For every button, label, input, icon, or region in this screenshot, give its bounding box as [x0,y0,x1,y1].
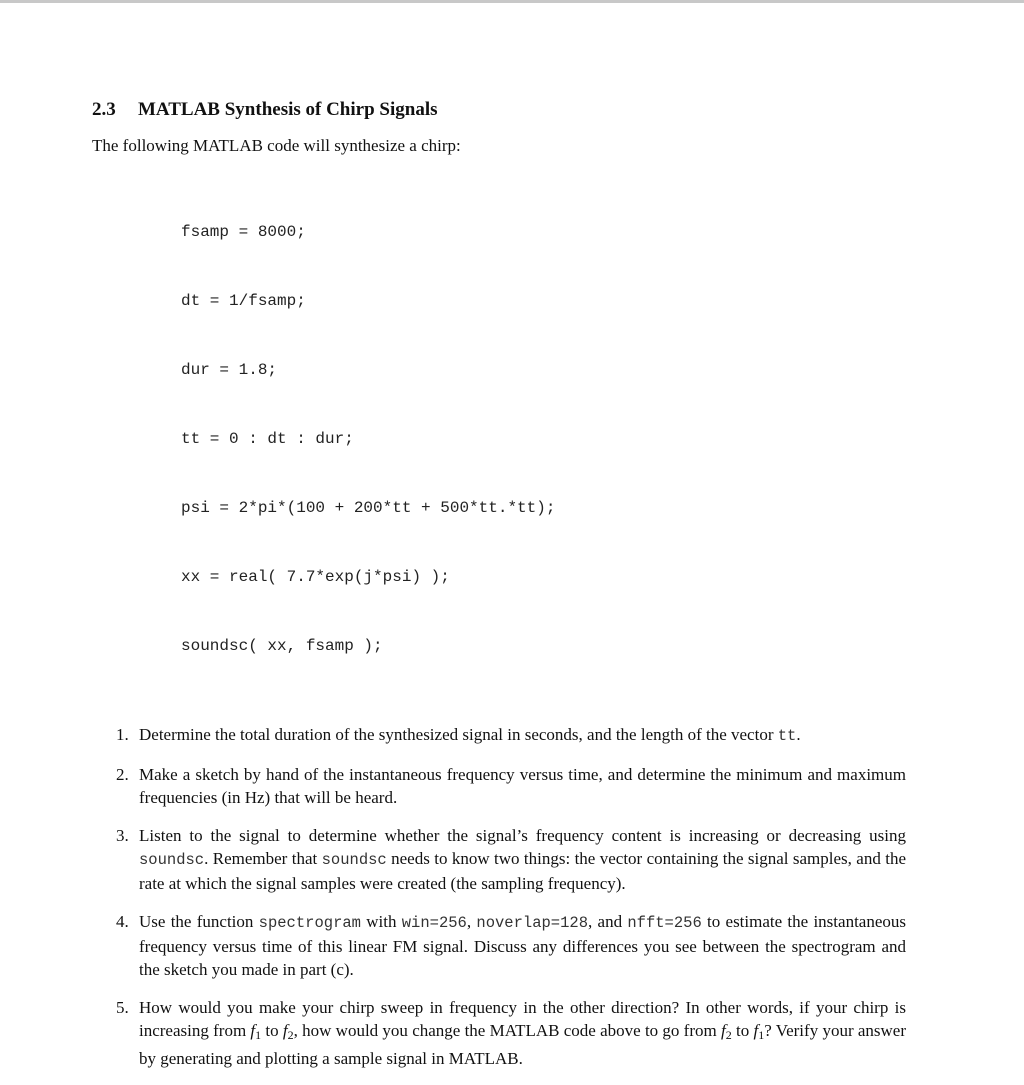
task-text: Make a sketch by hand of the instantaneous frequency versus time, and determine the minimum and maximum frequencies (in Hz) that will be heard. [139,765,906,807]
code-line: soundsc( xx, fsamp ); [181,637,383,655]
code-line: xx = real( 7.7*exp(j*psi) ); [181,568,450,586]
code-term: soundsc [321,851,387,869]
task-number: 1. [116,725,129,744]
section-title: MATLAB Synthesis of Chirp Signals [138,99,438,120]
task-number: 5. [116,998,129,1017]
task-text: , how would you change the MATLAB code above to go from [293,1021,721,1040]
code-term: soundsc [139,851,205,869]
task-text: Use the function [139,912,259,931]
section-number: 2.3 [92,99,116,120]
code-term: nfft=256 [627,914,702,932]
task-text: Determine the total duration of the synthesized signal in seconds, and the length of the vector [139,725,778,744]
task-text: . Remember that [204,849,322,868]
task-item-2 [92,763,906,809]
task-list [92,723,906,1070]
code-line: dt = 1/fsamp; [181,292,306,310]
math-symbol: $f_2$ [282,1021,294,1042]
task-item-5 [92,996,906,1070]
section-heading [92,96,906,124]
task-text: to [731,1021,754,1040]
task-text: How would you make your chirp sweep in frequency in the other direction? In other words, if your chirp is increasing from [139,998,906,1040]
task-text: with [360,912,402,931]
intro-text: The following MATLAB code will synthesize a chirp: [92,136,461,155]
task-text: , and [588,912,628,931]
task-text: to estimate the instantaneous frequency versus time of this linear FM signal. Discuss any differences you see between the spectrogram and the sketch you made in part (c). [139,912,906,979]
code-term: win=256 [401,914,467,932]
code-line: psi = 2*pi*(100 + 200*tt + 500*tt.*tt); [181,499,556,517]
task-number: 2. [116,765,129,784]
task-number: 4. [116,912,129,931]
task-text: , [466,912,477,931]
task-number: 3. [116,826,129,845]
task-item-1 [92,723,906,748]
code-line: fsamp = 8000; [181,223,306,241]
task-item-3 [92,824,906,895]
code-line: tt = 0 : dt : dur; [181,430,354,448]
code-line: dur = 1.8; [181,361,278,379]
task-item-4 [92,910,906,981]
task-text: needs to know two things: the vector containing the signal samples, and the rate at which the signal samples were created (the sampling frequency). [139,849,906,893]
math-symbol: $f_1$ [753,1021,765,1042]
task-text: ? Verify your answer by generating and plotting a sample signal in MATLAB. [139,1021,907,1068]
task-text: . [796,725,801,744]
math-symbol: $f_1$ [250,1021,262,1042]
code-term: tt [777,727,797,745]
matlab-code-block [181,175,906,704]
page-top-border [0,0,1024,3]
task-text: to [261,1021,283,1040]
code-term: noverlap=128 [476,914,589,932]
task-text: Listen to the signal to determine whether the signal’s frequency content is increasing or decreasing using [139,826,906,845]
document-page [92,96,906,1085]
code-term: spectrogram [258,914,361,932]
math-symbol: $f_2$ [721,1021,732,1042]
